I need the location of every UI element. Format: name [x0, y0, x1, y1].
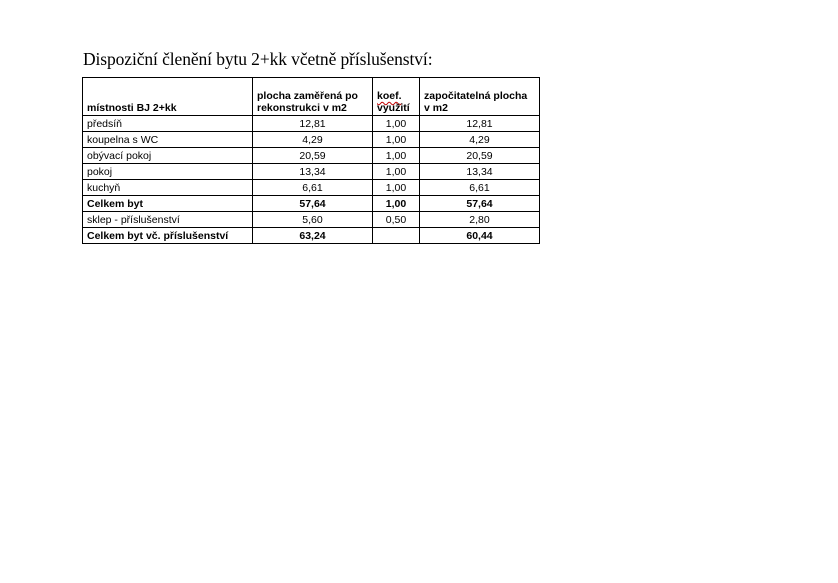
cell-room: kuchyň: [83, 180, 253, 196]
header-room: místnosti BJ 2+kk: [83, 78, 253, 116]
document-title: Dispoziční členění bytu 2+kk včetně příslušenství:: [83, 49, 433, 69]
cell-room: Celkem byt: [83, 196, 253, 212]
cell-room: obývací pokoj: [83, 148, 253, 164]
table-row: [83, 180, 540, 196]
cell-room: Celkem byt vč. příslušenství: [83, 228, 253, 244]
cell-coef: 1,00: [373, 116, 420, 132]
table-row: [83, 164, 540, 180]
cell-coef: 1,00: [373, 164, 420, 180]
table-row: [83, 228, 540, 244]
table-row: [83, 196, 540, 212]
cell-coef: 1,00: [373, 132, 420, 148]
cell-coef: 1,00: [373, 148, 420, 164]
cell-area: 13,34: [253, 164, 373, 180]
cell-counted: 13,34: [420, 164, 540, 180]
cell-coef: 1,00: [373, 196, 420, 212]
header-coef: [373, 78, 420, 116]
cell-area: 4,29: [253, 132, 373, 148]
cell-area: 6,61: [253, 180, 373, 196]
header-area: plocha zaměřená po rekonstrukci v m2: [253, 78, 373, 116]
cell-counted: 2,80: [420, 212, 540, 228]
cell-counted: 6,61: [420, 180, 540, 196]
cell-area: 63,24: [253, 228, 373, 244]
cell-room: koupelna s WC: [83, 132, 253, 148]
cell-coef: 0,50: [373, 212, 420, 228]
cell-counted: 4,29: [420, 132, 540, 148]
header-counted: započitatelná plocha v m2: [420, 78, 540, 116]
cell-room: pokoj: [83, 164, 253, 180]
cell-counted: 57,64: [420, 196, 540, 212]
cell-coef: [373, 228, 420, 244]
room-area-table: [82, 77, 540, 244]
cell-counted: 60,44: [420, 228, 540, 244]
header-coef-line1: koef.: [377, 90, 402, 102]
table-row: [83, 212, 540, 228]
table-row: [83, 132, 540, 148]
cell-room: předsíň: [83, 116, 253, 132]
table-header-row: [83, 78, 540, 116]
header-coef-line2: využití: [377, 102, 410, 114]
cell-counted: 20,59: [420, 148, 540, 164]
cell-area: 5,60: [253, 212, 373, 228]
table-row: [83, 116, 540, 132]
cell-area: 20,59: [253, 148, 373, 164]
cell-area: 57,64: [253, 196, 373, 212]
cell-area: 12,81: [253, 116, 373, 132]
cell-coef: 1,00: [373, 180, 420, 196]
table-row: [83, 148, 540, 164]
cell-counted: 12,81: [420, 116, 540, 132]
cell-room: sklep - příslušenství: [83, 212, 253, 228]
